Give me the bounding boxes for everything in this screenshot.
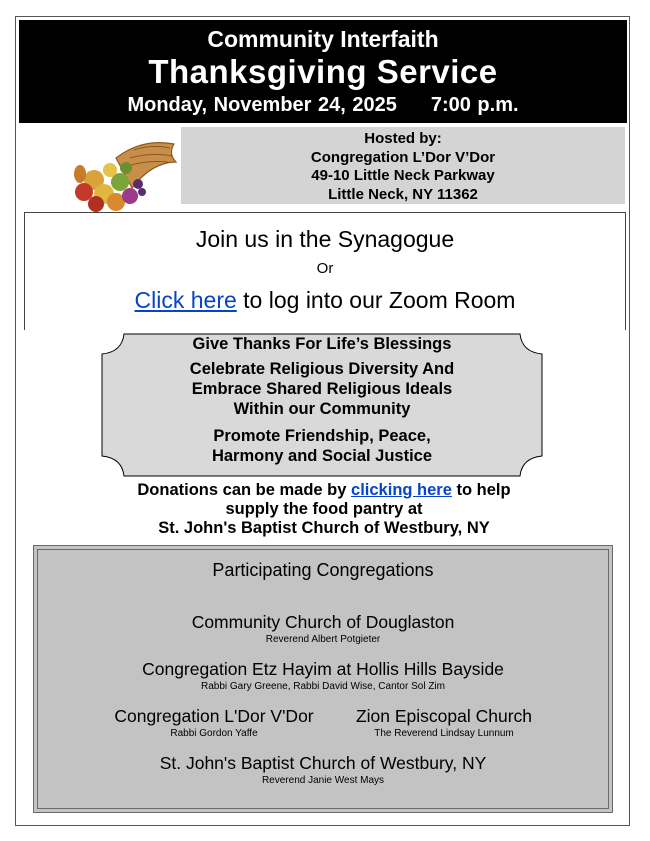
zoom-line xyxy=(25,285,625,315)
congregation-item xyxy=(34,612,612,646)
host-address-1: 49-10 Little Neck Parkway xyxy=(311,167,495,184)
congregation-item xyxy=(34,659,612,693)
value-line: Embrace Shared Religious Ideals xyxy=(191,380,453,398)
congregation-leaders: Reverend Albert Potgieter xyxy=(265,634,381,645)
value-line: Promote Friendship, Peace, xyxy=(213,427,431,445)
congregation-leaders: Reverend Janie West Mays xyxy=(261,775,385,786)
banner-date-time xyxy=(19,93,627,117)
participating-congregations-box xyxy=(33,545,613,813)
banner-title: Thanksgiving Service xyxy=(148,53,498,90)
donation-text xyxy=(19,481,629,538)
congregations-title: Participating Congregations xyxy=(212,560,434,580)
value-line: Within our Community xyxy=(233,400,411,418)
host-name: Congregation L’Dor V’Dor xyxy=(310,148,496,166)
banner-line-1: Community Interfaith xyxy=(207,26,439,52)
congregation-name: St. John's Baptist Church of Westbury, NY xyxy=(159,753,487,773)
congregation-name: Congregation L'Dor V'Dor xyxy=(114,706,314,726)
donation-pre: Donations can be made by xyxy=(137,481,352,499)
congregation-item xyxy=(94,706,334,740)
or-text: Or xyxy=(316,260,334,277)
congregation-leaders: Rabbi Gordon Yaffe xyxy=(170,728,258,739)
congregation-name: Community Church of Douglaston xyxy=(191,612,455,632)
zoom-line-text: to log into our Zoom Room xyxy=(236,287,516,313)
value-line: Give Thanks For Life’s Blessings xyxy=(192,335,452,353)
host-info-box xyxy=(181,127,625,204)
donation-post: to help xyxy=(451,481,511,499)
congregation-item xyxy=(344,706,544,740)
value-line: Harmony and Social Justice xyxy=(211,447,433,465)
congregation-name: Congregation Etz Hayim at Hollis Hills Bayside xyxy=(142,659,504,679)
cornucopia-icon xyxy=(72,132,180,214)
join-box xyxy=(24,212,626,330)
event-time: 7:00 p.m. xyxy=(430,94,519,116)
host-address-2: Little Neck, NY 11362 xyxy=(328,185,478,203)
donation-line-1 xyxy=(19,481,629,500)
value-line: Celebrate Religious Diversity And xyxy=(189,360,455,378)
donation-line-2: supply the food pantry at xyxy=(225,500,423,518)
event-date: Monday, November 24, 2025 xyxy=(127,94,397,116)
donation-line-3: St. John's Baptist Church of Westbury, NY xyxy=(158,519,490,537)
title-banner xyxy=(19,20,627,123)
join-synagogue-text: Join us in the Synagogue xyxy=(195,226,455,252)
congregation-leaders: Rabbi Gary Greene, Rabbi David Wise, Cantor Sol Zim xyxy=(201,681,445,692)
congregation-item xyxy=(34,753,612,787)
donation-link[interactable]: clicking here xyxy=(351,481,452,499)
zoom-link[interactable]: Click here xyxy=(134,287,237,313)
congregation-name: Zion Episcopal Church xyxy=(355,706,533,726)
congregation-leaders: The Reverend Lindsay Lunnum xyxy=(374,728,514,739)
values-list xyxy=(98,334,546,466)
host-label: Hosted by: xyxy=(364,130,442,147)
